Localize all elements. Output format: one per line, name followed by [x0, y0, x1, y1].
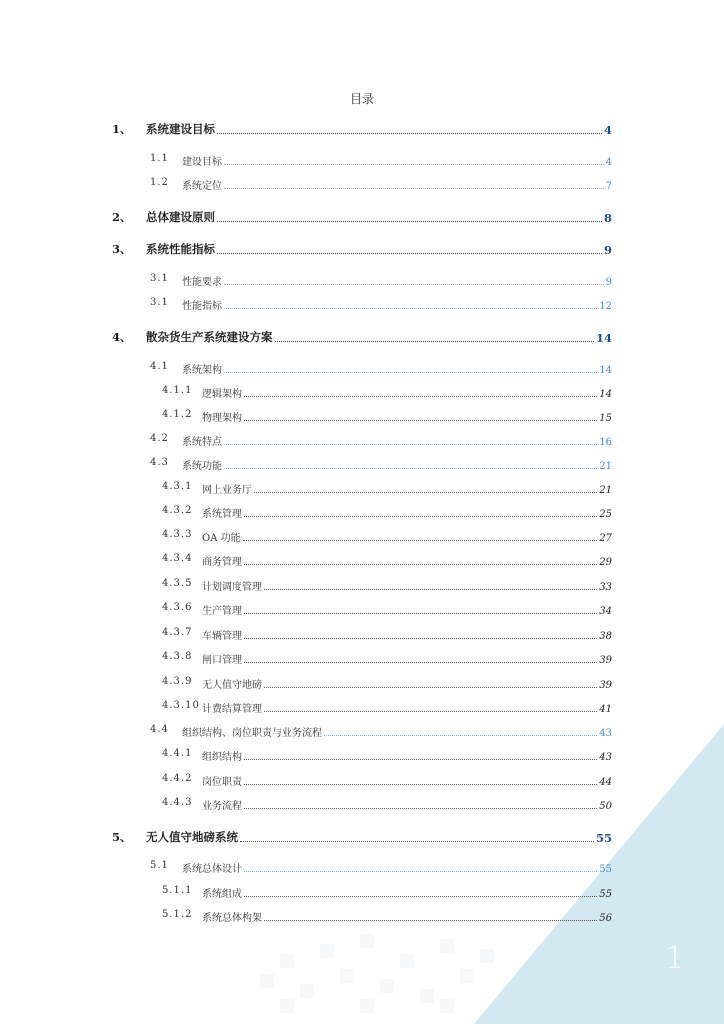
- toc-leader-dots: [243, 539, 598, 541]
- toc-entry[interactable]: [0, 481, 724, 497]
- toc-entry-page: 4: [605, 157, 612, 168]
- toc-entry-page: 43: [599, 728, 612, 739]
- toc-title: 目录: [349, 92, 374, 106]
- toc-entry[interactable]: [0, 748, 724, 764]
- toc-leader-dots: [217, 132, 602, 134]
- toc-entry-page: 33: [599, 582, 612, 593]
- toc-entry-page: 14: [599, 365, 612, 376]
- toc-entry-label: 无人值守地磅: [202, 680, 262, 691]
- toc-leader-dots: [224, 467, 597, 469]
- toc-leader-dots: [244, 395, 597, 397]
- toc-leader-dots: [224, 283, 604, 285]
- toc-entry-page: 21: [599, 485, 612, 496]
- toc-entry-number: 2、: [112, 210, 132, 224]
- toc-entry[interactable]: [0, 209, 724, 225]
- toc-entry[interactable]: [0, 700, 724, 716]
- toc-entry-page: 14: [595, 331, 612, 345]
- toc-entry-number: 4.1.2: [162, 409, 193, 420]
- toc-leader-dots: [244, 807, 597, 809]
- toc-entry-page: 38: [599, 631, 612, 642]
- toc-leader-dots: [254, 491, 597, 493]
- toc-entry-label: 系统总体构架: [202, 913, 262, 924]
- toc-entry-label: 散杂货生产系统建设方案: [146, 330, 273, 344]
- toc-entry-label: 无人值守地磅系统: [146, 830, 238, 844]
- toc-entry-number: 4.3.2: [162, 505, 193, 516]
- toc-leader-dots: [240, 840, 594, 842]
- toc-leader-dots: [244, 870, 597, 872]
- toc-leader-dots: [264, 710, 597, 712]
- toc-entry-label: OA 功能: [202, 533, 241, 544]
- toc-leader-dots: [224, 187, 604, 189]
- toc-entry-page: 14: [599, 389, 612, 400]
- toc-entry-page: 12: [599, 301, 612, 312]
- toc-entry-label: 业务流程: [202, 801, 242, 812]
- toc-entry-number: 3、: [112, 242, 132, 256]
- toc-entry-number: 4.3.8: [162, 651, 193, 662]
- toc-entry-page: 44: [599, 777, 612, 788]
- toc-entry-number: 3.1: [150, 273, 169, 284]
- toc-entry-page: 21: [599, 461, 612, 472]
- toc-entry[interactable]: [0, 273, 724, 289]
- toc-entry-page: 27: [599, 533, 612, 544]
- toc-entry-number: 4.3.7: [162, 627, 193, 638]
- toc-leader-dots: [224, 443, 597, 445]
- toc-leader-dots: [224, 371, 597, 373]
- toc-entry-number: 1.2: [150, 177, 169, 188]
- toc-entry[interactable]: [0, 627, 724, 643]
- toc-entry-number: 4.4: [150, 724, 169, 735]
- toc-leader-dots: [264, 686, 597, 688]
- toc-entry-page: 7: [605, 181, 612, 192]
- toc-entry-number: 4.2: [150, 433, 169, 444]
- toc-leader-dots: [275, 340, 594, 342]
- toc-entry-label: 组织结构: [202, 752, 242, 763]
- toc-leader-dots: [244, 563, 597, 565]
- toc-entry-number: 5.1: [150, 860, 169, 871]
- toc-entry[interactable]: [0, 651, 724, 667]
- toc-leader-dots: [264, 919, 597, 921]
- toc-entry-number: 3.1: [150, 297, 169, 308]
- toc-entry[interactable]: [0, 797, 724, 813]
- toc-entry[interactable]: [0, 578, 724, 594]
- toc-entry-label: 建设目标: [182, 157, 222, 168]
- toc-entry-label: 系统组成: [202, 889, 242, 900]
- toc-entry-number: 5.1.1: [162, 885, 193, 896]
- toc-entry-label: 商务管理: [202, 557, 242, 568]
- toc-entry[interactable]: [0, 177, 724, 193]
- toc-leader-dots: [244, 895, 597, 897]
- toc-entry-label: 系统功能: [182, 461, 222, 472]
- toc-entry-label: 网上业务厅: [202, 485, 252, 496]
- toc-entry[interactable]: [0, 241, 724, 257]
- toc-entry-page: 4: [603, 123, 612, 137]
- toc-entry[interactable]: [0, 409, 724, 425]
- page-number: 1: [664, 941, 684, 976]
- toc-entry-label: 车辆管理: [202, 631, 242, 642]
- toc-entry[interactable]: [0, 773, 724, 789]
- toc-entry-label: 物理架构: [202, 413, 242, 424]
- toc-entry-page: 9: [603, 243, 612, 257]
- toc-leader-dots: [224, 307, 597, 309]
- toc-entry-page: 55: [595, 831, 612, 845]
- toc-entry-label: 系统特点: [182, 437, 222, 448]
- toc-leader-dots: [244, 419, 597, 421]
- toc-entry-label: 总体建设原则: [146, 210, 215, 224]
- toc-entry[interactable]: [0, 829, 724, 845]
- toc-entry-page: 50: [599, 801, 612, 812]
- toc-leader-dots: [244, 661, 597, 663]
- toc-entry-page: 55: [599, 889, 612, 900]
- toc-entry-label: 性能要求: [182, 277, 222, 288]
- toc-entry-page: 25: [599, 509, 612, 520]
- toc-entry-number: 4.3.1: [162, 481, 193, 492]
- toc-leader-dots: [244, 515, 597, 517]
- toc-entry-label: 计划调度管理: [202, 582, 262, 593]
- toc-leader-dots: [217, 252, 602, 254]
- toc-entry[interactable]: [0, 724, 724, 740]
- toc-entry-number: 4.3.3: [162, 529, 193, 540]
- toc-entry-label: 系统性能指标: [146, 242, 215, 256]
- toc-entry[interactable]: [0, 153, 724, 169]
- toc-entry-number: 5、: [112, 830, 132, 844]
- toc-entry-page: 34: [599, 606, 612, 617]
- toc-entry-number: 4.3.9: [162, 676, 193, 687]
- toc-entry[interactable]: [0, 361, 724, 377]
- toc-entry-label: 系统建设目标: [146, 122, 215, 136]
- toc-leader-dots: [244, 783, 597, 785]
- toc-entry-label: 系统总体设计: [182, 864, 242, 875]
- toc-entry-number: 1、: [112, 122, 132, 136]
- toc-entry-label: 生产管理: [202, 606, 242, 617]
- toc-entry-number: 4.4.3: [162, 797, 193, 808]
- toc-leader-dots: [324, 734, 597, 736]
- toc-entry-number: 4.4.2: [162, 773, 193, 784]
- toc-entry-label: 逻辑架构: [202, 389, 242, 400]
- toc-leader-dots: [244, 637, 597, 639]
- toc-entry[interactable]: [0, 602, 724, 618]
- toc-entry-page: 9: [605, 277, 612, 288]
- toc-entry-number: 4.4.1: [162, 748, 193, 759]
- toc-entry-page: 41: [599, 704, 612, 715]
- toc-entry-label: 岗位职责: [202, 777, 242, 788]
- toc-entry-page: 29: [599, 557, 612, 568]
- toc-entry[interactable]: [0, 385, 724, 401]
- toc-entry-label: 系统定位: [182, 181, 222, 192]
- toc-entry-label: 性能指标: [182, 301, 222, 312]
- toc-entry[interactable]: [0, 297, 724, 313]
- toc-entry-page: 55: [599, 864, 612, 875]
- toc-entry-number: 4.1.1: [162, 385, 193, 396]
- toc-entry[interactable]: [0, 121, 724, 137]
- toc-leader-dots: [217, 220, 602, 222]
- toc-entry-page: 39: [599, 655, 612, 666]
- toc-leader-dots: [224, 163, 604, 165]
- toc-entry-label: 闸口管理: [202, 655, 242, 666]
- toc-entry-number: 4.3.6: [162, 602, 193, 613]
- toc-entry[interactable]: [0, 885, 724, 901]
- toc-entry[interactable]: [0, 676, 724, 692]
- toc-entry[interactable]: [0, 909, 724, 925]
- toc-entry[interactable]: [0, 505, 724, 521]
- toc-entry-number: 5.1.2: [162, 909, 193, 920]
- toc-entry-number: 4.3.4: [162, 553, 193, 564]
- toc-entry-number: 4.3.10: [162, 700, 200, 711]
- toc-entry-page: 15: [599, 413, 612, 424]
- toc-entry-number: 4、: [112, 330, 132, 344]
- toc-entry-number: 4.1: [150, 361, 169, 372]
- toc-entry-page: 8: [603, 211, 612, 225]
- toc-entry-page: 16: [599, 437, 612, 448]
- toc-leader-dots: [244, 758, 597, 760]
- toc-leader-dots: [264, 588, 597, 590]
- toc-entry-page: 43: [599, 752, 612, 763]
- toc-entry-label: 系统架构: [182, 365, 222, 376]
- toc-entry[interactable]: [0, 433, 724, 449]
- toc-entry[interactable]: [0, 457, 724, 473]
- toc-entry-label: 计费结算管理: [202, 704, 262, 715]
- toc-leader-dots: [244, 612, 597, 614]
- toc-entry-label: 组织结构、岗位职责与业务流程: [182, 728, 322, 739]
- toc-entry-number: 1.1: [150, 153, 169, 164]
- toc-entry-number: 4.3: [150, 457, 169, 468]
- toc-entry-label: 系统管理: [202, 509, 242, 520]
- toc-entry[interactable]: [0, 329, 724, 345]
- toc-entry-page: 39: [599, 680, 612, 691]
- toc-entry[interactable]: [0, 529, 724, 545]
- toc-entry-number: 4.3.5: [162, 578, 193, 589]
- toc-entry[interactable]: [0, 860, 724, 876]
- toc-entry-page: 56: [599, 913, 612, 924]
- toc-entry[interactable]: [0, 553, 724, 569]
